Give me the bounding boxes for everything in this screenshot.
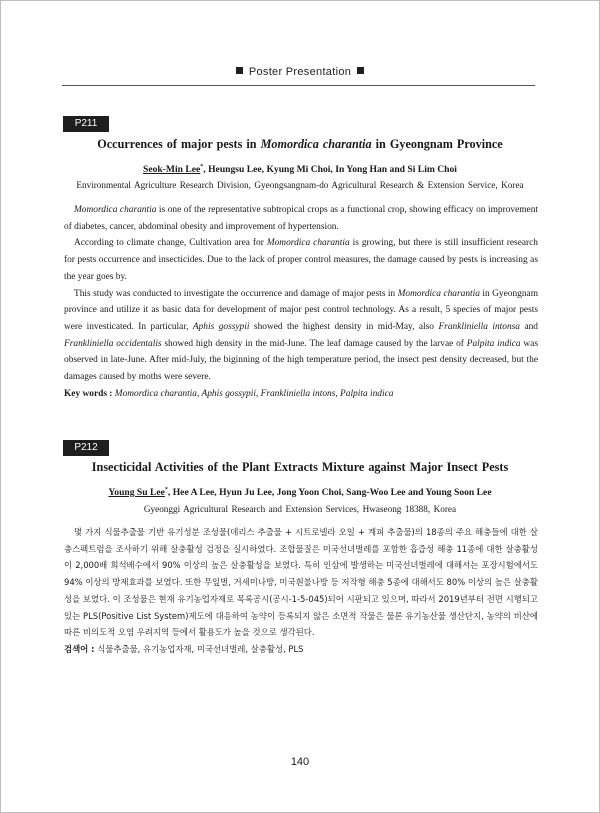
paragraph — [64, 286, 538, 386]
species-name: Aphis gossypii — [192, 321, 250, 332]
presenting-author-mark: * — [164, 487, 168, 493]
abstract-title: Insecticidal Activities of the Plant Extracts Mixture against Major Insect Pests — [91, 460, 509, 474]
presenting-author-mark: * — [200, 164, 204, 170]
coauthors: , Hee A Lee, Hyun Ju Lee, Jong Yoon Choi, Sang-Woo Lee and Young Soon Lee — [167, 487, 492, 499]
species-name: Momordica charantia — [266, 238, 350, 249]
keywords — [64, 386, 538, 403]
affiliation: Gyeonggi Agricultural Research and Extension Services, Hwaseong 18388, Korea — [143, 504, 457, 514]
presenting-author: Seok-Min Lee — [143, 164, 201, 176]
species-name: Momordica charantia — [74, 205, 157, 215]
paragraph-text: was observed in late-June. After mid-July, the biginning of the high temperature period, the insect pest density decreased, but the damages caused by moths were severe. — [64, 338, 538, 383]
paragraph: 몇 가지 식물추출물 기반 유기성분 조성물(데리스 추출물 + 시트로넬라 오일 + 계피 추출물)의 18종의 주요 해충들에 대한 살충스펙트럼을 조사하기 위해 살충활성 검정을 실시하였다. 조합물질은 미국선녀벌레를 포함한 흡즙성 해충 11종에 대한 살충활성이 2,000배 희석배수에서 90% 이상의 높은 살충활성을 보였다. 특히 인삼에 발생하는 미국선녀벌레에 대해서는 포장시험에서도 94% 이상의 방제효과를 보였다. 또한 무잎벌, 거세미나방, 미국흰불나방 등 저작형 해충 5종에 대해서도 80% 이상의 높은 살충활성을 보였다. 이 조성물은 현재 유기농업자재로 목록공시(공시-1-5-045)되어 시판되고 있으며, 따라서 2019년부터 전면 시행되고 있는 PLS(Positive List System)제도에 대응하여 농약이 등록되지 않은 소면적 작물은 물론 유기농산물 생산단지, 농약의 비산에 따른 비의도적 오염 우려지역 등에서 활용도가 높을 것으로 생각된다. — [64, 527, 538, 638]
abstract-title — [62, 137, 538, 152]
title-species-name: Momordica charantia — [260, 137, 372, 151]
keywords-list: 식물추출물, 유기농업자재, 미국선녀벌레, 살충활성, PLS — [94, 643, 304, 654]
paragraph — [64, 202, 538, 235]
paragraph-text: showed the highest density in mid-May, also — [249, 321, 439, 332]
presenting-author: Young Su Lee — [108, 487, 165, 499]
abstract-id-badge: P211 — [63, 116, 109, 132]
species-name: Frankliniella intonsa — [438, 321, 520, 332]
paragraph-text: and — [520, 321, 538, 332]
keywords-list: Momordica charantia, Aphis gossypii, Frankliniella intons, Palpita indica — [112, 388, 394, 399]
paragraph-text: According to climate change, Cultivation area for — [74, 238, 267, 249]
page-number: 140 — [290, 756, 310, 768]
paragraph-text: in Gyeongnam province and utilize it as basic data for development of major pest control technology. As a result, 5 species of major pests were investicated. In particular, — [64, 288, 538, 332]
abstract-body — [64, 202, 538, 402]
paragraph-text: This study was conducted to investigate the occurrence and damage of major pests in — [74, 288, 398, 299]
coauthors: , Heungsu Lee, Kyung Mi Choi, In Yong Han and Si Lim Choi — [203, 164, 457, 176]
square-bullet-icon — [236, 67, 243, 74]
paragraph-text: is one of the representative subtropical crops as a functional crop, showing efficacy on improvement of diabetes, cancer, abdominal obesity and improvement of hypertension. — [64, 205, 539, 232]
section-header-title: Poster Presentation — [248, 66, 352, 78]
abstract-body — [64, 524, 538, 658]
affiliation: Environmental Agriculture Research Division, Gyeongsangnam-do Agricultural Research & Extension Service, Korea — [76, 180, 524, 190]
square-bullet-icon — [357, 67, 364, 74]
title-text: Occurrences of major pests in — [97, 137, 261, 151]
title-text: in Gyeongnam Province — [371, 137, 503, 151]
paragraph-text: is growing, but there is still insufficient research for pests occurrence and insecticides. Due to the lack of proper control measures, the damage caused by pests is increasing as the year goes by. — [64, 238, 538, 282]
author-list — [62, 487, 538, 498]
species-name: Frankliniella occidentalis — [64, 338, 162, 349]
species-name: Palpita indica — [466, 338, 521, 349]
paragraph-text: showed high density in the mid-June. The leaf damage caused by the larvae of — [161, 338, 467, 349]
keywords-label: 검색어 : — [64, 643, 95, 654]
abstract-id-badge: P212 — [63, 440, 109, 456]
author-list — [62, 164, 538, 175]
paragraph — [64, 235, 538, 285]
header-divider — [62, 85, 535, 86]
keywords-label: Key words : — [64, 388, 113, 399]
species-name: Momordica charantia — [397, 288, 480, 299]
keywords — [64, 641, 538, 658]
section-header — [0, 66, 600, 78]
